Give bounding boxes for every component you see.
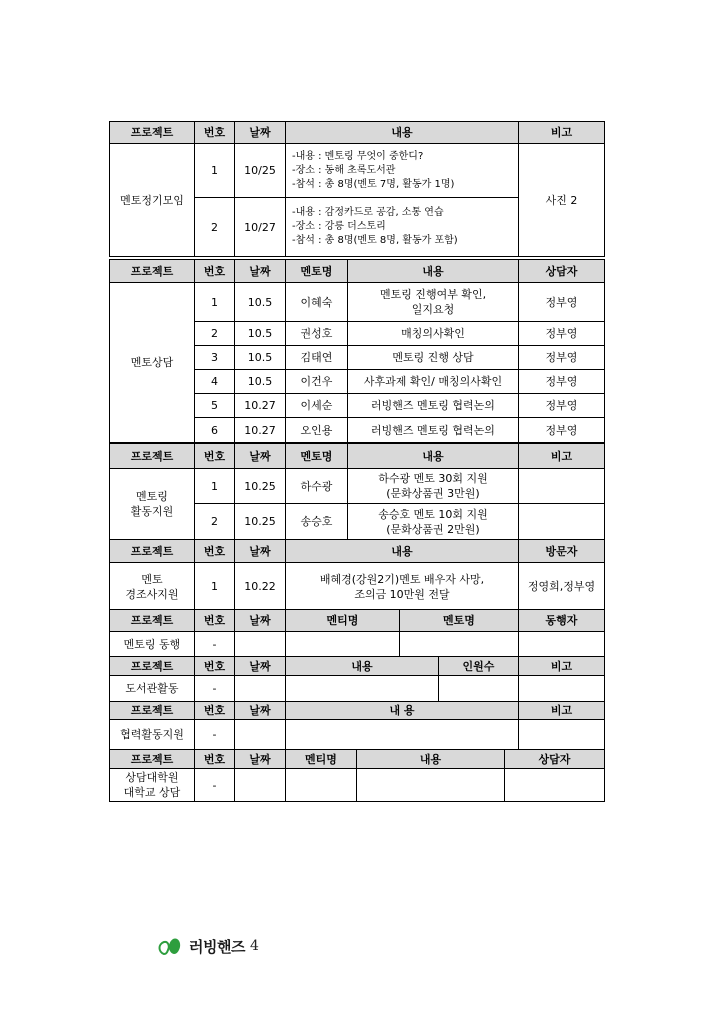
row-mentor: 이혜숙 xyxy=(286,283,348,322)
empty-cell xyxy=(235,632,286,657)
table-cooperation-support xyxy=(109,701,605,750)
row-note xyxy=(519,469,605,504)
table-condolence-support xyxy=(109,539,605,611)
header-note: 비고 xyxy=(519,122,605,144)
table-header-row xyxy=(110,260,605,283)
header-project: 프로젝트 xyxy=(110,122,195,144)
footer-logo xyxy=(158,935,259,957)
header-project: 프로젝트 xyxy=(110,702,195,720)
table-mentoring-companion xyxy=(109,609,605,657)
header-number: 번호 xyxy=(195,122,235,144)
table-header-row xyxy=(110,540,605,563)
row-mentor: 이건우 xyxy=(286,370,348,394)
header-date: 날짜 xyxy=(235,657,286,676)
table-row xyxy=(110,632,605,657)
row-number: - xyxy=(195,720,235,750)
empty-cell xyxy=(235,676,286,702)
row-date: 10/27 xyxy=(235,198,286,257)
empty-cell xyxy=(286,676,439,702)
row-number: 2 xyxy=(195,322,235,346)
header-project: 프로젝트 xyxy=(110,750,195,769)
row-number: 1 xyxy=(195,144,235,198)
header-note: 비고 xyxy=(519,702,605,720)
header-number: 번호 xyxy=(195,702,235,720)
row-date: 10.25 xyxy=(235,504,286,540)
table-row xyxy=(110,676,605,702)
header-project: 프로젝트 xyxy=(110,444,195,469)
row-mentor: 송승호 xyxy=(286,504,348,540)
header-date: 날짜 xyxy=(235,540,286,563)
header-date: 날짜 xyxy=(235,260,286,283)
header-mentee: 멘티명 xyxy=(286,610,400,632)
row-content: 멘토링 진행 상담 xyxy=(348,346,519,370)
row-number: 1 xyxy=(195,283,235,322)
project-name: 멘토정기모임 xyxy=(110,144,195,257)
table-header-row xyxy=(110,122,605,144)
table-row xyxy=(110,283,605,322)
row-content: 매칭의사확인 xyxy=(348,322,519,346)
row-content: -내용 : 멘토링 무엇이 중한디? -장소 : 동해 초록도서관 -참석 : 총 8명(멘토 7명, 활동가 1명) xyxy=(286,144,519,198)
row-date: 10.5 xyxy=(235,370,286,394)
header-counselor: 상담자 xyxy=(519,260,605,283)
table-header-row xyxy=(110,702,605,720)
row-date: 10.22 xyxy=(235,563,286,611)
page-number: 4 xyxy=(249,938,259,954)
row-mentor: 이세순 xyxy=(286,394,348,418)
row-note: 사진 2 xyxy=(519,144,605,257)
header-project: 프로젝트 xyxy=(110,260,195,283)
row-number: 1 xyxy=(195,469,235,504)
table-activity-support xyxy=(109,443,605,540)
row-content: 러빙핸즈 멘토링 협력논의 xyxy=(348,394,519,418)
table-mentor-consult xyxy=(109,259,605,443)
header-number: 번호 xyxy=(195,444,235,469)
row-number: 3 xyxy=(195,346,235,370)
table-header-row xyxy=(110,750,605,769)
row-content: 송승호 멘토 10회 지원 (문화상품권 2만원) xyxy=(348,504,519,540)
header-date: 날짜 xyxy=(235,444,286,469)
header-date: 날짜 xyxy=(235,122,286,144)
row-mentor: 권성호 xyxy=(286,322,348,346)
row-content: -내용 : 감정카드로 공감, 소통 연습 -장소 : 강릉 더스토리 -참석 : 총 8명(멘토 8명, 활동가 포함) xyxy=(286,198,519,257)
empty-cell xyxy=(235,769,286,802)
row-number: 1 xyxy=(195,563,235,611)
header-mentee: 멘티명 xyxy=(286,750,357,769)
project-name: 멘토링 동행 xyxy=(110,632,195,657)
header-mentor: 멘토명 xyxy=(286,260,348,283)
row-content: 러빙핸즈 멘토링 협력논의 xyxy=(348,418,519,443)
row-counselor: 정부영 xyxy=(519,394,605,418)
row-content: 하수광 멘토 30회 지원 (문화상품권 3만원) xyxy=(348,469,519,504)
empty-cell xyxy=(505,769,605,802)
row-date: 10.5 xyxy=(235,283,286,322)
header-counselor: 상담자 xyxy=(505,750,605,769)
header-content: 내용 xyxy=(348,260,519,283)
row-date: 10.27 xyxy=(235,394,286,418)
table-header-row xyxy=(110,657,605,676)
row-counselor: 정부영 xyxy=(519,322,605,346)
row-counselor: 정부영 xyxy=(519,418,605,443)
row-mentor: 김태연 xyxy=(286,346,348,370)
row-date: 10.5 xyxy=(235,322,286,346)
row-number: - xyxy=(195,769,235,802)
header-date: 날짜 xyxy=(235,702,286,720)
empty-cell xyxy=(519,720,605,750)
row-number: 2 xyxy=(195,504,235,540)
header-visitor: 방문자 xyxy=(519,540,605,563)
project-name: 멘토 경조사지원 xyxy=(110,563,195,611)
footer-brand: 러빙핸즈 xyxy=(189,937,245,956)
project-name: 멘토상담 xyxy=(110,283,195,443)
empty-cell xyxy=(439,676,519,702)
row-number: 4 xyxy=(195,370,235,394)
row-mentor: 오인용 xyxy=(286,418,348,443)
header-project: 프로젝트 xyxy=(110,610,195,632)
header-content: 내용 xyxy=(286,540,519,563)
empty-cell xyxy=(286,632,400,657)
table-mentor-meeting xyxy=(109,121,605,257)
table-library-activity xyxy=(109,656,605,702)
table-row xyxy=(110,769,605,802)
empty-cell xyxy=(286,720,519,750)
empty-cell xyxy=(400,632,519,657)
table-header-row xyxy=(110,444,605,469)
header-content: 내용 xyxy=(286,657,439,676)
row-note xyxy=(519,504,605,540)
row-counselor: 정부영 xyxy=(519,370,605,394)
header-number: 번호 xyxy=(195,610,235,632)
row-number: - xyxy=(195,632,235,657)
header-note: 비고 xyxy=(519,444,605,469)
row-date: 10.27 xyxy=(235,418,286,443)
project-name: 상담대학원 대학교 상담 xyxy=(110,769,195,802)
project-name: 협력활동지원 xyxy=(110,720,195,750)
table-header-row xyxy=(110,610,605,632)
header-number: 번호 xyxy=(195,657,235,676)
project-name: 도서관활동 xyxy=(110,676,195,702)
header-project: 프로젝트 xyxy=(110,657,195,676)
row-number: 5 xyxy=(195,394,235,418)
header-content: 내용 xyxy=(286,122,519,144)
header-date: 날짜 xyxy=(235,610,286,632)
table-row xyxy=(110,720,605,750)
row-date: 10.25 xyxy=(235,469,286,504)
row-number: - xyxy=(195,676,235,702)
row-mentor: 하수광 xyxy=(286,469,348,504)
header-companion: 동행자 xyxy=(519,610,605,632)
header-headcount: 인원수 xyxy=(439,657,519,676)
row-date: 10.5 xyxy=(235,346,286,370)
header-mentor: 멘토명 xyxy=(400,610,519,632)
table-graduate-counseling xyxy=(109,749,605,802)
header-project: 프로젝트 xyxy=(110,540,195,563)
row-date: 10/25 xyxy=(235,144,286,198)
empty-cell xyxy=(519,676,605,702)
empty-cell xyxy=(235,720,286,750)
green-leaves-icon xyxy=(158,936,186,956)
header-content: 내용 xyxy=(357,750,505,769)
empty-cell xyxy=(357,769,505,802)
table-row xyxy=(110,144,605,198)
header-mentor: 멘토명 xyxy=(286,444,348,469)
empty-cell xyxy=(519,632,605,657)
row-counselor: 정부영 xyxy=(519,283,605,322)
header-content: 내 용 xyxy=(286,702,519,720)
table-row xyxy=(110,563,605,611)
project-name: 멘토링 활동지원 xyxy=(110,469,195,540)
header-date: 날짜 xyxy=(235,750,286,769)
row-content: 배혜경(강원2기)멘토 배우자 사망, 조의금 10만원 전달 xyxy=(286,563,519,611)
header-number: 번호 xyxy=(195,540,235,563)
row-content: 멘토링 진행여부 확인, 일지요청 xyxy=(348,283,519,322)
header-note: 비고 xyxy=(519,657,605,676)
header-number: 번호 xyxy=(195,750,235,769)
row-number: 6 xyxy=(195,418,235,443)
row-number: 2 xyxy=(195,198,235,257)
row-counselor: 정부영 xyxy=(519,346,605,370)
header-content: 내용 xyxy=(348,444,519,469)
empty-cell xyxy=(286,769,357,802)
table-row xyxy=(110,469,605,504)
header-number: 번호 xyxy=(195,260,235,283)
row-content: 사후과제 확인/ 매칭의사확인 xyxy=(348,370,519,394)
row-visitor: 정영희,정부영 xyxy=(519,563,605,611)
